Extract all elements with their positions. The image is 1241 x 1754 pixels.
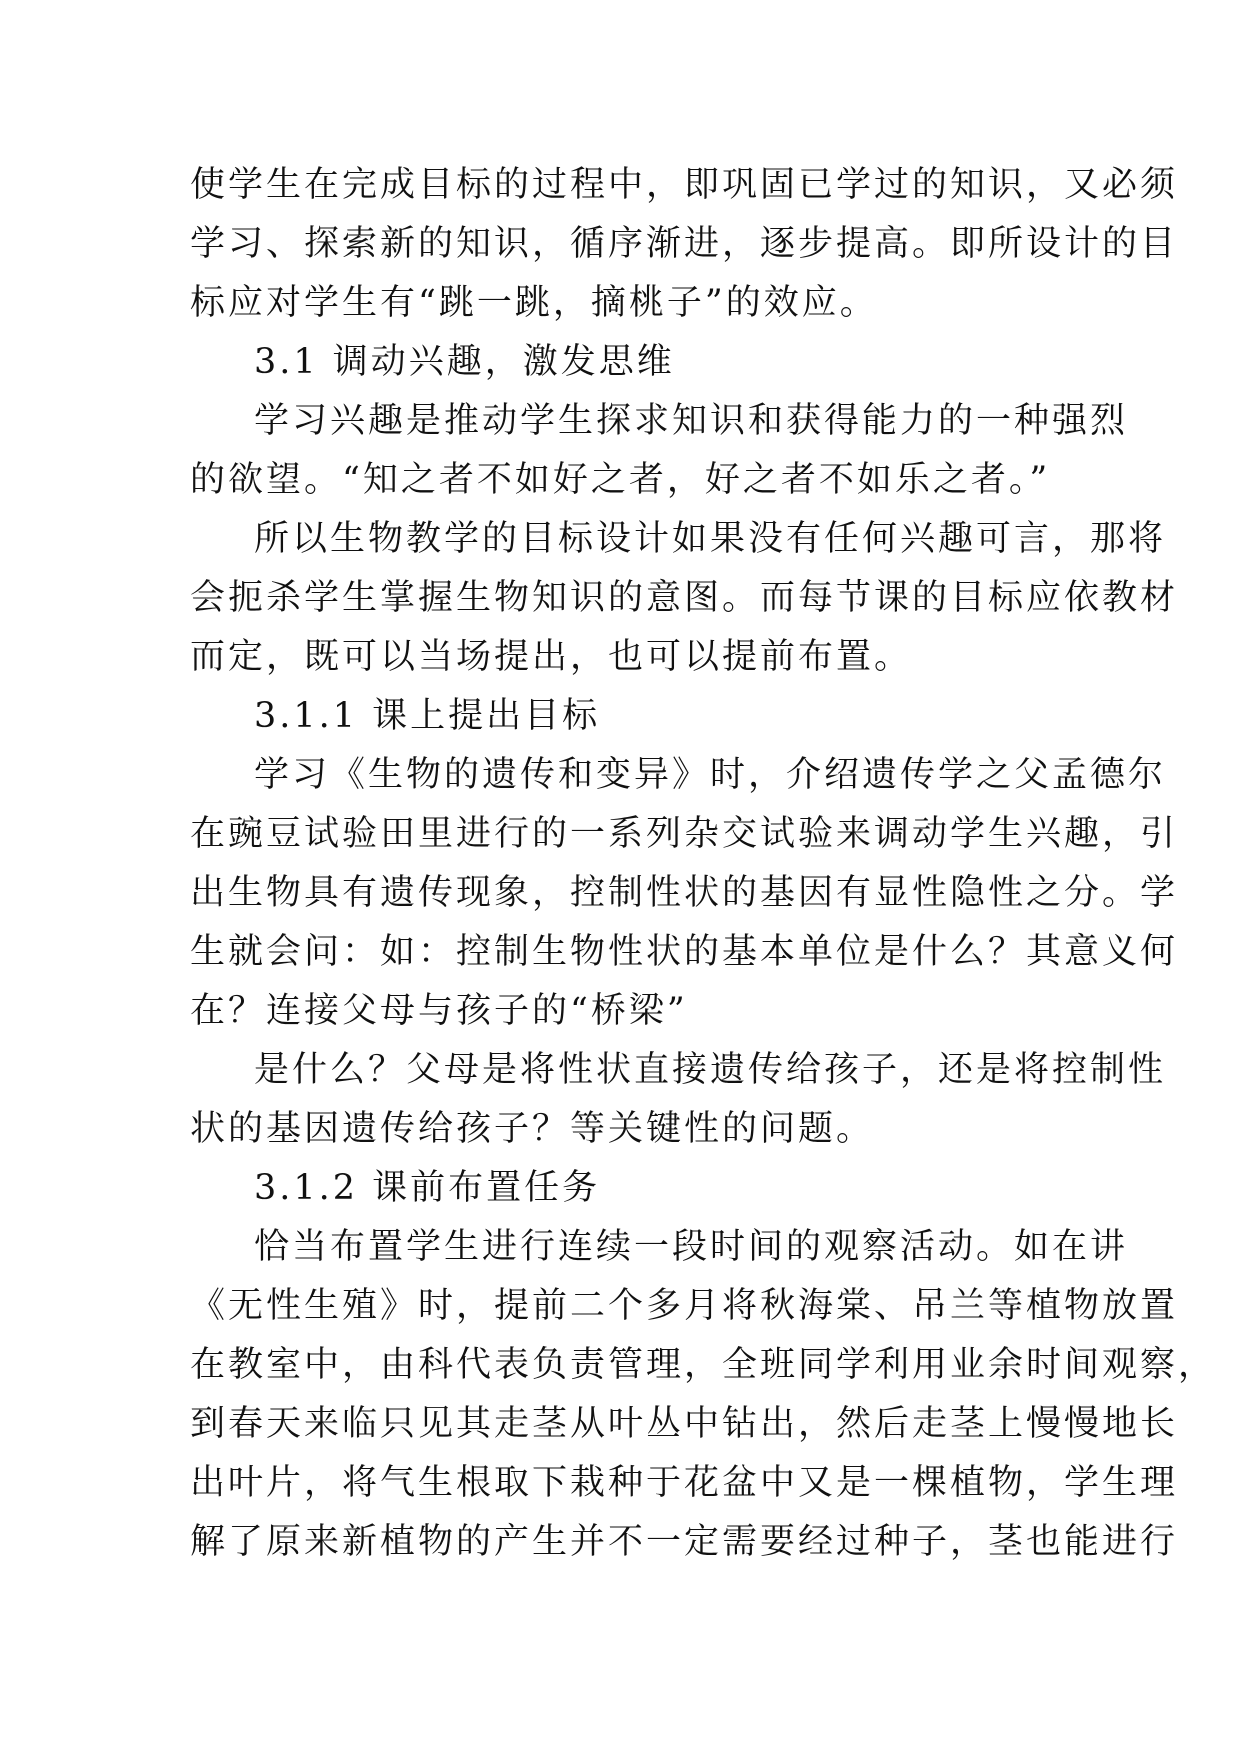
section-heading-3-1-2: 3.1.2 课前布置任务 <box>254 1168 601 1208</box>
text-line: 在教室中，由科代表负责管理，全班同学利用业余时间观察， <box>190 1345 1217 1385</box>
text-line: 出叶片，将气生根取下栽种于花盆中又是一棵植物，学生理 <box>190 1463 1179 1503</box>
document-body <box>190 156 1217 1572</box>
text-line: 状的基因遗传给孩子？等关键性的问题。 <box>190 1109 875 1149</box>
text-line: 到春天来临只见其走茎从叶丛中钻出，然后走茎上慢慢地长 <box>190 1404 1179 1444</box>
text-line: 恰当布置学生进行连续一段时间的观察活动。如在讲 <box>254 1227 1129 1267</box>
section-heading-3-1-1: 3.1.1 课上提出目标 <box>254 696 601 736</box>
text-line: 在？连接父母与孩子的“桥梁” <box>190 991 688 1031</box>
text-line: 会扼杀学生掌握生物知识的意图。而每节课的目标应依教材 <box>190 578 1179 618</box>
text-line: 在豌豆试验田里进行的一系列杂交试验来调动学生兴趣，引 <box>190 814 1179 854</box>
text-line: 使学生在完成目标的过程中，即巩固已学过的知识，又必须 <box>190 165 1179 205</box>
text-line: 的欲望。“知之者不如好之者，好之者不如乐之者。” <box>190 460 1051 500</box>
text-line: 学习兴趣是推动学生探求知识和获得能力的一种强烈 <box>254 401 1129 441</box>
text-line: 学习《生物的遗传和变异》时，介绍遗传学之父孟德尔 <box>254 755 1167 795</box>
text-line: 生就会问：如：控制生物性状的基本单位是什么？其意义何 <box>190 932 1179 972</box>
text-line: 解了原来新植物的产生并不一定需要经过种子，茎也能进行 <box>190 1522 1179 1562</box>
text-line: 标应对学生有“跳一跳，摘桃子”的效应。 <box>190 283 878 323</box>
section-heading-3-1: 3.1 调动兴趣，激发思维 <box>254 342 675 382</box>
text-line: 出生物具有遗传现象，控制性状的基因有显性隐性之分。学 <box>190 873 1179 913</box>
text-line: 学习、探索新的知识，循序渐进，逐步提高。即所设计的目 <box>190 224 1179 264</box>
text-line: 而定，既可以当场提出，也可以提前布置。 <box>190 637 913 677</box>
text-line: 所以生物教学的目标设计如果没有任何兴趣可言，那将 <box>254 519 1167 559</box>
text-line: 《无性生殖》时，提前二个多月将秋海棠、吊兰等植物放置 <box>190 1286 1179 1326</box>
text-line: 是什么？父母是将性状直接遗传给孩子，还是将控制性 <box>254 1050 1167 1090</box>
